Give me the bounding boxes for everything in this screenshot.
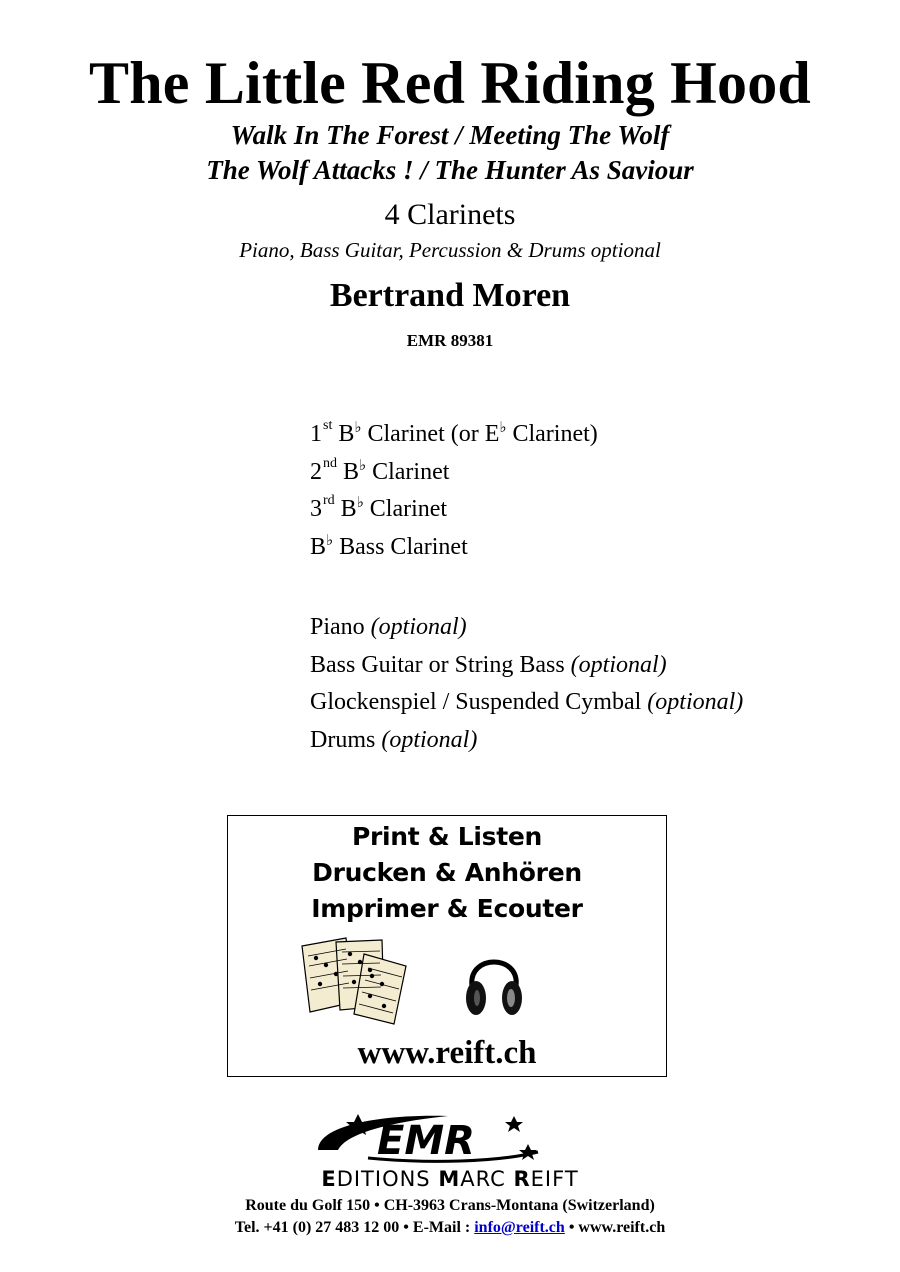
part-number: 2	[310, 458, 322, 485]
headphones-icon	[464, 942, 524, 1018]
print-listen-url[interactable]: www.reift.ch	[357, 1035, 537, 1071]
part-name: Bass Guitar or String Bass	[310, 651, 571, 678]
part-name: Drums	[310, 726, 382, 753]
part-name: Piano	[310, 614, 371, 640]
publisher-address: Route du Golf 150 • CH-3963 Crans-Montana (Switzerland)	[245, 1197, 655, 1214]
optional-note: (optional)	[381, 726, 478, 753]
instrumentation: 4 Clarinets	[384, 198, 516, 231]
publisher-website: • www.reift.ch	[564, 1219, 666, 1236]
part-key: B	[340, 496, 357, 522]
movement-titles-line-2: The Wolf Attacks ! / The Hunter As Saviour	[206, 155, 694, 185]
part-key: B	[310, 533, 327, 560]
flat-sign: ♭	[354, 420, 362, 436]
emr-logo-text: EMR	[377, 1118, 475, 1164]
publisher-contact	[0, 1218, 900, 1238]
part-ordinal: st	[323, 418, 333, 433]
emr-logo	[308, 1108, 548, 1166]
publisher-name	[0, 1166, 900, 1192]
flat-sign: ♭	[359, 457, 367, 474]
publisher-word: ARC	[460, 1167, 514, 1191]
publisher-initial: R	[513, 1167, 531, 1191]
part-number: 3	[310, 496, 322, 522]
optional-note: (optional)	[647, 689, 744, 715]
part-item	[310, 416, 598, 454]
part-number: 1	[310, 421, 322, 447]
composer-name: Bertrand Moren	[329, 277, 571, 314]
sheet-music-icon	[298, 936, 412, 1026]
optional-instruments: Piano, Bass Guitar, Percussion & Drums optional	[239, 238, 661, 262]
part-item	[310, 454, 598, 492]
optional-part-item	[310, 647, 743, 685]
flat-sign: ♭	[499, 420, 507, 436]
print-listen-heading-fr: Imprimer & Ecouter	[311, 894, 583, 923]
publisher-initial: M	[438, 1167, 461, 1191]
publisher-word: EIFT	[530, 1167, 579, 1191]
optional-note: (optional)	[370, 614, 467, 640]
print-listen-box	[227, 815, 667, 1077]
optional-part-item	[310, 609, 743, 647]
part-name: Bass Clarinet	[333, 533, 468, 560]
flat-sign: ♭	[326, 532, 334, 549]
print-listen-heading-en: Print & Listen	[351, 822, 543, 851]
part-key: B	[338, 421, 355, 447]
part-name: Clarinet (or E	[361, 421, 500, 447]
print-listen-heading-de: Drucken & Anhören	[312, 858, 582, 887]
catalog-number: EMR 89381	[406, 331, 494, 350]
part-item	[310, 491, 598, 529]
publisher-initial: E	[321, 1167, 337, 1191]
flat-sign: ♭	[356, 495, 364, 511]
optional-note: (optional)	[570, 651, 667, 678]
part-name: Glockenspiel / Suspended Cymbal	[310, 689, 648, 715]
part-item	[310, 529, 598, 567]
parts-list	[310, 416, 598, 566]
part-name: Clarinet	[366, 458, 450, 485]
part-key: B	[343, 458, 360, 485]
optional-part-item	[310, 722, 743, 760]
optional-parts-list	[310, 609, 743, 759]
part-ordinal: nd	[323, 455, 337, 471]
email-link[interactable]: info@reift.ch	[474, 1219, 565, 1236]
part-name: Clarinet	[363, 496, 448, 522]
part-ordinal: rd	[323, 493, 335, 508]
optional-part-item	[310, 684, 743, 722]
publisher-phone: Tel. +41 (0) 27 483 12 00 • E-Mail :	[234, 1219, 475, 1236]
publisher-word: DITIONS	[336, 1167, 439, 1191]
part-name-end: Clarinet)	[506, 421, 598, 447]
score-title: The Little Red Riding Hood	[89, 50, 811, 116]
movement-titles-line-1: Walk In The Forest / Meeting The Wolf	[230, 120, 670, 150]
